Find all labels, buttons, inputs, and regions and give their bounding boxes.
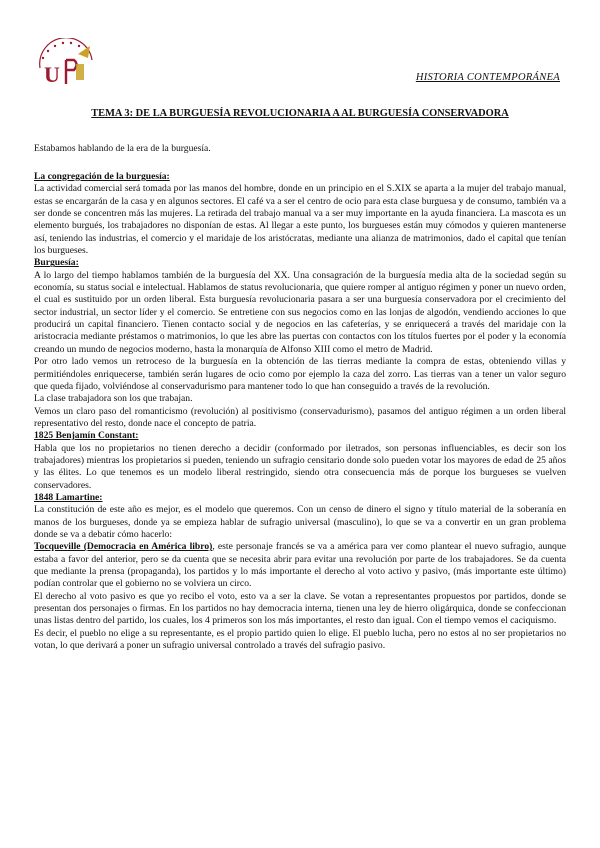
paragraph: Por otro lado vemos un retroceso de la burguesía en la obtención de las tierras mediante la compra de estas, obteniendo villas y permitiéndoles enriquecerse, también serán lugares de ocio como por ejemplo la caza del zorro. Las tierras van a tener un valor seguro que queda fijado, volviéndose al conservadurismo para mantener todo lo que han conseguido a través de la revolución. [34, 356, 566, 392]
page-title: TEMA 3: DE LA BURGUESÍA REVOLUCIONARIA A AL BURGUESÍA CONSERVADORA [91, 108, 509, 119]
paragraph: Vemos un claro paso del romanticismo (revolución) al positivismo (conservadurismo), pasamos del antiguo régimen a un orden liberal representativo del resto, donde nace el concepto de patria. [34, 405, 566, 429]
paragraph: La clase trabajadora son los que trabajan. [34, 393, 193, 405]
section-heading: 1825 Benjamín Constant: [34, 430, 139, 442]
university-seal-icon [32, 38, 100, 88]
course-title: HISTORIA CONTEMPORÁNEA [415, 72, 560, 83]
tocqueville-text: , este personaje francés se va a américa para ver como plantear el nuevo sufragio, aunque estaba a favor del anterior, pero se da cuenta que se necesita abrir para evitar una revolución por parte de los trabajadores. Se da cuenta que mediante la prensa (propaganda), los partidos y lo más importante el derecho al voto activo y pasivo, (más importante este último) podían controlar que el gobierno no se volviera un circo. [34, 541, 566, 590]
section-heading: Burguesía: [34, 257, 79, 269]
svg-text:U: U [44, 62, 60, 87]
paragraph: Habla que los no propietarios no tienen derecho a decidir (conformado por iletrados, son personas influenciables, es decir son los trabajadores) mientras los propietarios si pueden, teniendo un sufragio censitario donde solo pueden votar los mayores de edad de 25 años y las élites. Lo que tenemos es un modelo liberal restringido, siendo otra consecuencia más de porque los burgueses se vuelven conservadores. [34, 442, 566, 491]
paragraph: El derecho al voto pasivo es que yo recibo el voto, esto va a ser la clave. Se votan a representantes propuestos por partidos, donde se presentan dos personajes o firmas. En los partidos no hay democracia interna, tienen una ley de hierro oligárquica, donde se confeccionan unas listas dentro del partido, los cuales, los 4 primeros son los más importantes, el resto dan igual. Con el tiempo vemos el caciquismo. [34, 590, 566, 627]
document-body [34, 171, 566, 652]
paragraph: Es decir, el pueblo no elige a su representante, es el propio partido quien lo elige. El pueblo lucha, pero no estos al no ser propietarios no votan, lo que derivará a poner un sufragio universal controlado a través del sufragio pasivo. [34, 627, 566, 652]
paragraph: La actividad comercial será tomada por las manos del hombre, donde en un principio en el S.XIX se aparta a la mujer del trabajo manual, estas se encargarán de la casa y en algunos sectores. El café va a ser el centro de ocio para esta clase burguesa y de consumo, también va a ser donde se concentren más las mujeres. La retirada del trabajo manual va a ser muy importante en la ayuda financiera. La mascota es un elemento burgués, los trabajadores no disponían de estas. Al llegar a este punto, los burgueses están muy cómodos y quieren mantenerse así, teniendo las industrias, el comercio y el maridaje de los aristócratas, mediante una alianza de matrimonios, dado el capital que tenían los burgueses. [34, 183, 566, 257]
paragraph: La constitución de este año es mejor, es el modelo que queremos. Con un censo de dinero el signo y título material de la soberanía en manos de los burgueses, donde ya se empieza hablar de sufragio universal (masculino), lo que se va a convertir en un gran problema donde se va a debatir cómo hacerlo: [34, 504, 566, 540]
section-heading: 1848 Lamartine: [34, 491, 103, 503]
section-heading: La congregación de la burguesía: [34, 171, 170, 182]
tocqueville-paragraph [34, 541, 566, 590]
tocqueville-lead: Tocqueville (Democracia en América libro) [34, 541, 213, 553]
intro-text: Estabamos hablando de la era de la burguesía. [34, 143, 211, 154]
paragraph: A lo largo del tiempo hablamos también de la burguesía del XX. Una consagración de la burguesía media alta de la sociedad según su economía, su status social e intelectual. Hablamos de status revolucionaria, que quiere romper al antiguo régimen y poner un nuevo orden, el cual es sustituido por un orden liberal. Esta burguesía revolucionaria pasara a ser una burguesía conservadora por el crecimiento del sector industrial, un sector líder y el comercio. Se entretiene con sus negocios como en las lonjas de algodón, vendiendo acciones lo que producirá un capital financiero. Tienen contacto social y de negocios en las cafeterías, y se enriquecerá a través del maridaje con la aristocracia mediante préstamos o matrimonios, lo que les abre las puertas con contactos con los títulos fuertes por el poder y la economía creando un mundo de negocios moderno, hasta la monarquía de Alfonso XIII como el metro de Madrid. [34, 269, 566, 355]
